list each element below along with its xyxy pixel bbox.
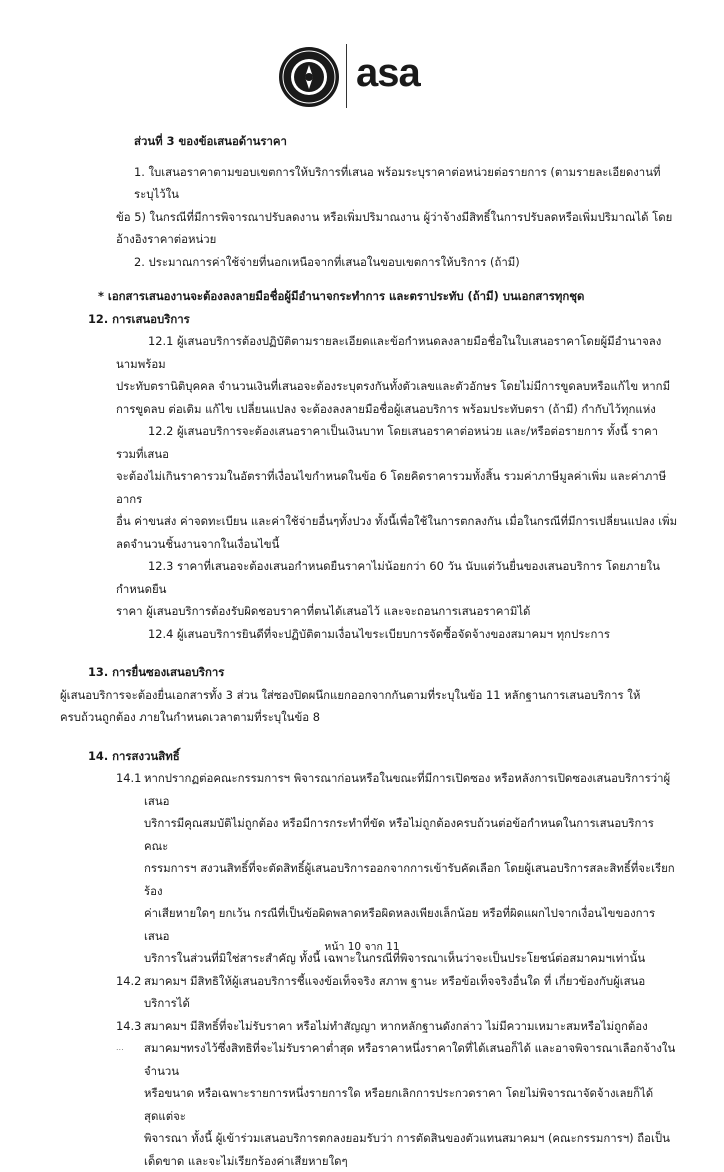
section14-item-1-l3: ค่าเสียหายใดๆ ยกเว้น กรณีที่เป็นข้อผิดพลาดหรือผิดหลงเพียงเล็กน้อย หรือที่ผิดแผกไปจากเงื่อนไขของการเสนอ: [144, 902, 678, 947]
section12-p1-l2: การขูดลบ ต่อเติม แก้ไข เปลี่ยนแปลง จะต้องลงลายมือชื่อผู้เสนอบริการ พร้อมประทับตรา (ถ้ามี) กำกับไว้ทุกแห่ง: [116, 398, 678, 421]
signature-note: * เอกสารเสนองานจะต้องลงลายมือชื่อผู้มีอำนาจกระทำการ และตราประทับ (ถ้ามี) บนเอกสารทุกชุด: [98, 285, 678, 308]
section14-item-1-l2: กรรมการฯ สงวนสิทธิ์ที่จะตัดสิทธิ์ผู้เสนอบริการออกจากการเข้ารับคัดเลือก โดยผู้เสนอบริการสละสิทธิ์ที่จะเรียกร้อง: [144, 857, 678, 902]
section12-p1-l1: ประทับตรานิติบุคคล จำนวนเงินที่เสนอจะต้องระบุตรงกันทั้งตัวเลขและตัวอักษร โดยไม่มีการขูดลบหรือแก้ไข หากมี: [116, 375, 678, 398]
section14-item-3-num: 14.3: [116, 1015, 144, 1038]
section14-item-1-l1: บริการมีคุณสมบัติไม่ถูกต้อง หรือมีการกระทำที่ขัด หรือไม่ถูกต้องครบถ้วนต่อข้อกำหนดในการเสนอบริการคณะ: [144, 812, 678, 857]
section14-item-1-num: 14.1: [116, 767, 144, 970]
svg-text:asa: asa: [356, 54, 421, 94]
section3-title: ส่วนที่ 3 ของข้อเสนอด้านราคา: [88, 130, 678, 153]
section12-p3-l0: 12.3 ราคาที่เสนอจะต้องเสนอกำหนดยืนราคาไม่น้อยกว่า 60 วัน นับแต่วันยื่นของเสนอบริการ โดยภายในกำหนดยืน: [116, 555, 678, 600]
section14-item-3-l0: สมาคมฯ มีสิทธิ์ที่จะไม่รับราคา หรือไม่ทำสัญญา หากหลักฐานดังกล่าว ไม่มีความเหมาะสมหรือไม่ถูกต้อง: [144, 1015, 678, 1038]
section14-item-3: [116, 1015, 678, 1038]
section3-item1-cont1: ข้อ 5) ในกรณีที่มีการพิจารณาปรับลดงาน หรือเพิ่มปริมาณงาน ผู้ว่าจ้างมีสิทธิ์ในการปรับลดหรือเพิ่มปริมาณได้ โดย: [88, 206, 678, 229]
section14-item-2-l0: สมาคมฯ มีสิทธิให้ผู้เสนอบริการชี้แจงข้อเท็จจริง สภาพ ฐานะ หรือข้อเท็จจริงอื่นใด ที่ เกี่ยวข้องกับผู้เสนอบริการได้: [144, 970, 678, 1015]
section12-title: 12. การเสนอบริการ: [88, 308, 678, 331]
section14-item-4-num: ...: [116, 1037, 144, 1172]
section14-item-4: [116, 1037, 678, 1172]
section12-p1-l0: 12.1 ผู้เสนอบริการต้องปฏิบัติตามรายละเอียดและข้อกำหนดลงลายมือชื่อในใบเสนอราคาโดยผู้มีอำนาจลงนามพร้อม: [116, 330, 678, 375]
section3-item2: 2. ประมาณการค่าใช้จ่ายที่นอกเหนือจากที่เสนอในขอบเขตการให้บริการ (ถ้ามี): [88, 251, 678, 274]
section14-item-4-l1: หรือขนาด หรือเฉพาะรายการหนึ่งรายการใด หรือยกเลิกการประกวดราคา โดยไม่พิจารณาจัดจ้างเลยก็ได้สุดแต่จะ: [144, 1082, 678, 1127]
section14-item-2-num: 14.2: [116, 970, 144, 1015]
section14-list: [88, 767, 678, 1172]
section3-item1: 1. ใบเสนอราคาตามขอบเขตการให้บริการที่เสนอ พร้อมระบุราคาต่อหน่วยต่อรายการ (ตามรายละเอียดงานที่ระบุไว้ใน: [88, 161, 678, 206]
section13-l1: ครบถ้วนถูกต้อง ภายในกำหนดเวลาตามที่ระบุในข้อ 8: [60, 706, 678, 729]
document-body: [88, 130, 678, 1172]
section13-l0: ผู้เสนอบริการจะต้องยื่นเอกสารทั้ง 3 ส่วน ใส่ซองปิดผนึกแยกออกจากกันตามที่ระบุในข้อ 11 หลักฐานการเสนอบริการ ให้: [60, 684, 678, 707]
asa-logo: [356, 54, 446, 94]
page-number: หน้า 10 จาก 11: [0, 938, 724, 955]
section14-item-2: [116, 970, 678, 1015]
section14-item-4-l3: เด็ดขาด และจะไม่เรียกร้องค่าเสียหายใดๆ: [144, 1150, 678, 1172]
section12-p3-l1: ราคา ผู้เสนอบริการต้องรับผิดชอบราคาที่ตนได้เสนอไว้ และจะถอนการเสนอราคามิได้: [116, 600, 678, 623]
section12-p2-l2: อื่น ค่าขนส่ง ค่าจดทะเบียน และค่าใช้จ่ายอื่นๆทั้งปวง ทั้งนี้เพื่อใช้ในการตกลงกัน เมื่อในกรณีที่มีการเปลี่ยนแปลง เพิ่ม: [116, 510, 678, 533]
section13-title: 13. การยื่นซองเสนอบริการ: [88, 661, 678, 684]
header-divider: [346, 44, 347, 108]
section12-p2-l1: จะต้องไม่เกินราคารวมในอัตราที่เงื่อนไขกำหนดในข้อ 6 โดยคิดราคารวมทั้งสิ้น รวมค่าภาษีมูลค่าเพิ่ม และค่าภาษีอากร: [116, 465, 678, 510]
section12-p2-l0: 12.2 ผู้เสนอบริการจะต้องเสนอราคาเป็นเงินบาท โดยเสนอราคาต่อหน่วย และ/หรือต่อรายการ ทั้งนี้ ราคารวมที่เสนอ: [116, 420, 678, 465]
section3-item1-cont2: อ้างอิงราคาต่อหน่วย: [88, 228, 678, 251]
section12-body: [88, 330, 678, 645]
page-header: [0, 40, 724, 110]
section14-item-1-l4: บริการในส่วนที่มิใช่สาระสำคัญ ทั้งนี้ เฉพาะในกรณีที่พิจารณาเห็นว่าจะเป็นประโยชน์ต่อสมาคมฯเท่านั้น: [144, 947, 678, 970]
section14-title: 14. การสงวนสิทธิ์: [88, 745, 678, 768]
section14-item-1-l0: หากปรากฏต่อคณะกรรมการฯ พิจารณาก่อนหรือในขณะที่มีการเปิดซอง หรือหลังการเปิดซองเสนอบริการว่าผู้เสนอ: [144, 767, 678, 812]
section12-p4-l0: 12.4 ผู้เสนอบริการยินดีที่จะปฏิบัติตามเงื่อนไขระเบียบการจัดซื้อจัดจ้างของสมาคมฯ ทุกประการ: [116, 623, 678, 646]
section12-p2-l3: ลดจำนวนชิ้นงานจากในเงื่อนไขนี้: [116, 533, 678, 556]
university-seal-icon: [278, 46, 340, 108]
section14-item-4-l0: สมาคมฯทรงไว้ซึ่งสิทธิที่จะไม่รับราคาต่ำสุด หรือราคาหนึ่งราคาใดที่ได้เสนอก็ได้ และอาจพิจารณาเลือกจ้างในจำนวน: [144, 1037, 678, 1082]
section14-item-4-l2: พิจารณา ทั้งนี้ ผู้เข้าร่วมเสนอบริการตกลงยอมรับว่า การตัดสินของตัวแทนสมาคมฯ (คณะกรรมการฯ) ถือเป็น: [144, 1127, 678, 1150]
